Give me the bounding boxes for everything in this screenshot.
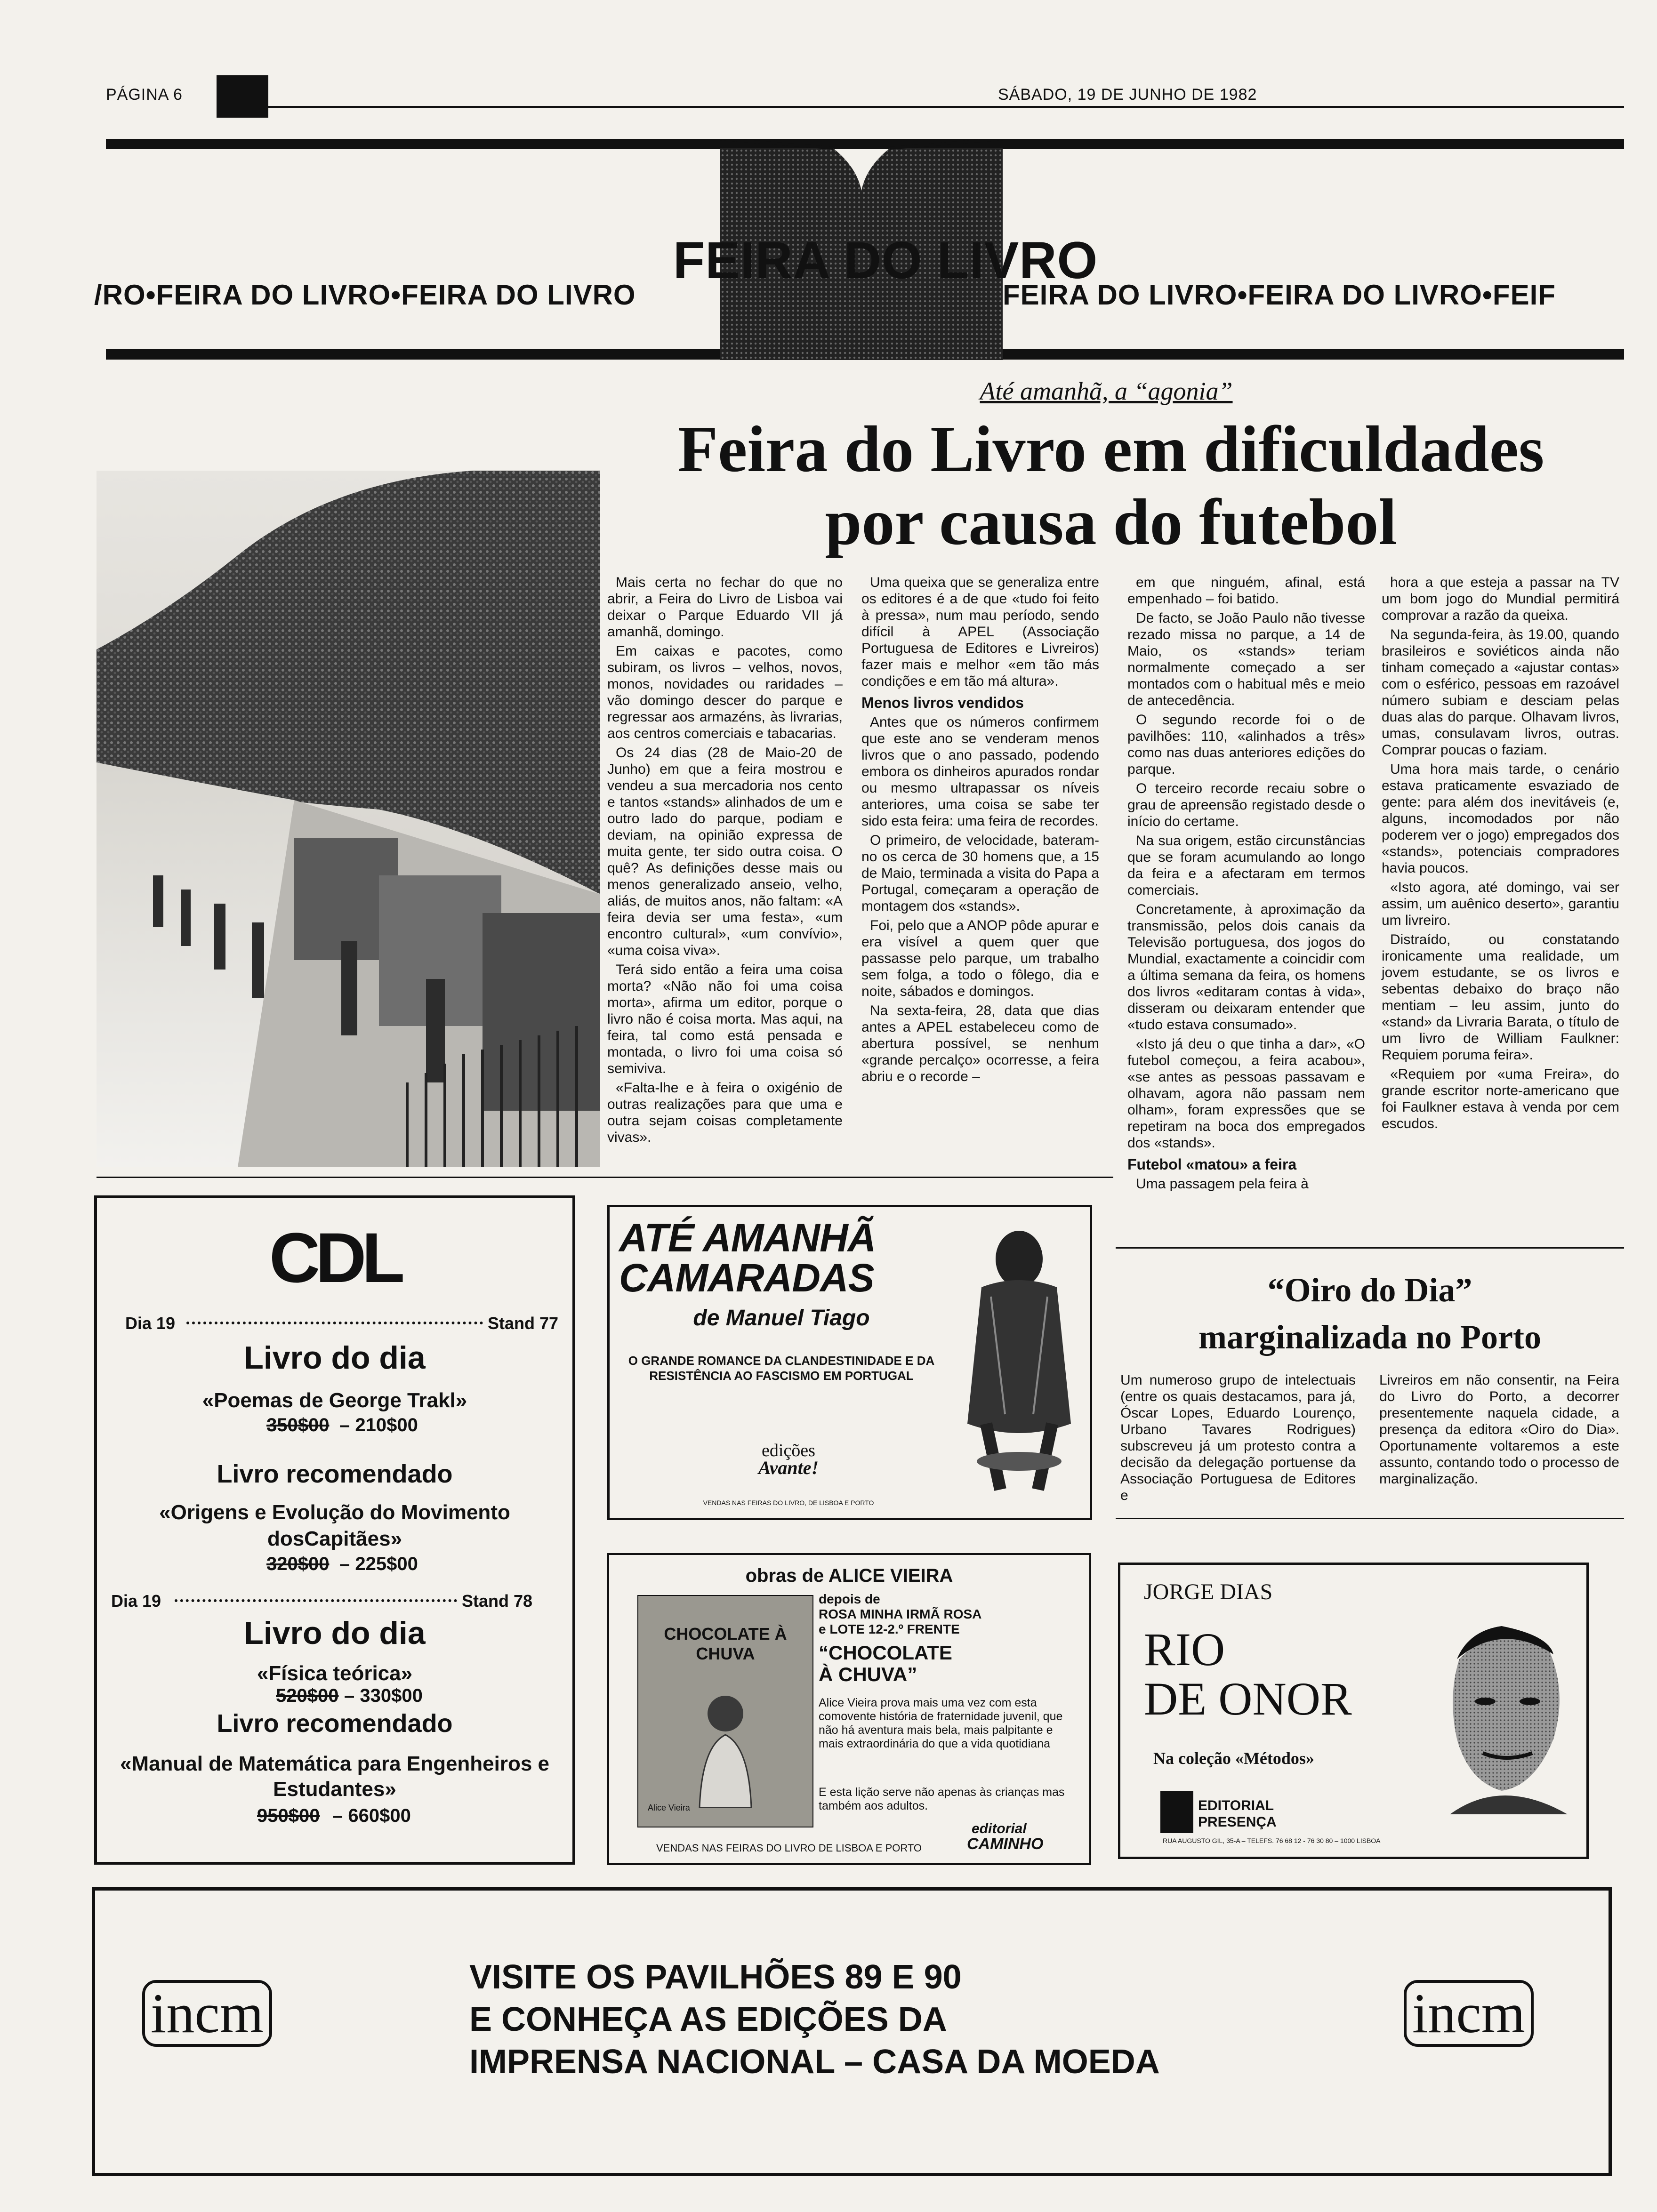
article-column-3: [1127, 574, 1365, 1195]
caminho-publisher-1: editorial: [972, 1821, 1027, 1836]
caminho-footer: VENDAS NAS FEIRAS DO LIVRO DE LISBOA E PORTO: [656, 1842, 922, 1854]
cdl-new-price2-1: – 225$00: [339, 1554, 418, 1574]
avante-publisher-2: Avante!: [758, 1457, 819, 1478]
article-column-4: [1382, 574, 1619, 1135]
newspaper-logo: [217, 75, 268, 118]
presenca-publisher-1: EDITORIAL: [1198, 1798, 1274, 1813]
incm-logo-right: incm: [1404, 1980, 1534, 2047]
caminho-publisher-2: CAMINHO: [967, 1835, 1044, 1853]
incm-logo-left: incm: [142, 1980, 272, 2047]
caminho-ad: [607, 1553, 1091, 1865]
oiro-top-rule: [1116, 1247, 1624, 1249]
caminho-desc-1: Alice Vieira prova mais uma vez com esta comovente história de fraternidade juvenil, que não há aventura mais bela, mais palpitante e mais extraordinária do que a vida quotidiana: [819, 1696, 1063, 1750]
caminho-cover-author: Alice Vieira: [648, 1803, 690, 1812]
article-paragraph: De facto, se João Paulo não tivesse rezado missa no parque, a 14 de Maio, os «stands» teriam normalmente começado a ser montados com o habitual mês e meio de antecedência.: [1127, 610, 1365, 708]
page-date: SÁBADO, 19 DE JUNHO DE 1982: [998, 86, 1257, 104]
cdl-new-price1-1: – 210$00: [339, 1415, 418, 1435]
presenca-author: JORGE DIAS: [1144, 1579, 1273, 1604]
article-paragraph: Terá sido então a feira uma coisa morta? «Não não foi uma coisa morta», afirma um editor, porque o livro não é coisa morta. Mas aqui, na feira, tal como está pensada e montada, o livro foi uma coisa só semiviva.: [607, 962, 843, 1076]
cdl-old-price1-1: 350$00: [266, 1415, 330, 1435]
header-rule: [268, 106, 1624, 108]
presenca-ad: [1118, 1563, 1589, 1859]
article-column-2: [861, 574, 1099, 1088]
presenca-publisher-2: PRESENÇA: [1198, 1814, 1277, 1830]
article-subheading: Menos livros vendidos: [861, 694, 1024, 711]
article-paragraph: Na segunda-feira, às 19.00, quando brasileiros e soviéticos ainda não tinham começado a «ajustar contas» com o esférico, pessoas em razoável número subiam e desciam pelas duas alas do parque. Olhavam livros, umas, consulavam livros, outras. Comprar poucas o faziam.: [1382, 627, 1619, 758]
cdl-old-price2-2: 950$00: [257, 1805, 320, 1826]
article-column-1: [607, 574, 843, 1148]
caminho-heading: obras de ALICE VIEIRA: [745, 1565, 953, 1586]
cdl-book2-2: «Manual de Matemática para Engenheiros e Estudantes»: [120, 1752, 550, 1801]
avante-publisher-1: edições: [762, 1441, 815, 1460]
article-paragraph: «Falta-lhe e à feira o oxigénio de outras realizações para que uma e outra sejam coisas completamente vivas».: [607, 1080, 843, 1145]
oiro-column-1: Um numeroso grupo de intelectuais (entre os quais destacamos, para já, Óscar Lopes, Eduardo Lourenço, Urbano Tavares Rodrigues) subscreveu já um protesto contra a decisão da delegação portuense da Associação Portuguesa de Editores e: [1120, 1372, 1356, 1503]
article-paragraph: «Isto agora, até domingo, vai ser assim, um auênico deserto», garantiu um livreiro.: [1382, 880, 1619, 928]
cdl-old-price1-2: 520$00: [276, 1685, 339, 1706]
article-paragraph: «Requiem por «uma Freira», do grande escritor norte-americano que foi Faulkner estava à venda por cem escudos.: [1382, 1066, 1619, 1131]
article-paragraph: O primeiro, de velocidade, bateram-no os cerca de 30 homens que, a 15 de Maio, terminada a visita do Papa a Portugal, começaram a operação de montagem dos «stands».: [861, 833, 1099, 914]
oiro-column-2: Livreiros em não consentir, na Feira do Livro do Porto, a decorrer presentemente naquela cidade, a presença da editora «Oiro do Dia». Oportunamente voltaremos a este assunto, contando todo o processo de marginalização.: [1379, 1372, 1619, 1487]
article-paragraph: Distraído, ou constatando ironicamente uma realidade, um jovem estudante, se os livros e sebentas debaixo do braço não mentiam – leu assim, junto do «stand» da Livraria Barata, o título de um livro de William Faulkner: Requiem poruma feira».: [1382, 932, 1619, 1063]
article-kicker: Até amanhã, a “agonia”: [980, 377, 1233, 405]
article-paragraph: Concretamente, à aproximação da transmissão, pelos dois canais da Televisão portuguesa, dos jogos do Mundial, exactamente a coincidir com a última semana da feira, os homens dos livros «editaram contas à vida», disseram ou deixaram entender que «tudo estava consumado».: [1127, 902, 1365, 1033]
presenca-address: RUA AUGUSTO GIL, 35-A – TELEFS. 76 68 12 - 76 30 80 – 1000 LISBOA: [1163, 1837, 1381, 1844]
presenca-author-portrait: [1431, 1617, 1577, 1814]
oiro-bottom-rule: [1116, 1518, 1624, 1519]
banner-right-text: FEIRA DO LIVRO•FEIRA DO LIVRO•FEIF: [1003, 279, 1556, 311]
cdl-livro-do-dia-2: Livro do dia: [244, 1615, 426, 1651]
article-paragraph: Uma queixa que se generaliza entre os editores é a de que «tudo foi feito à pressa», num mau período, sendo difícil à APEL (Associação Portuguesa de Editores e Livreiros) fazer mais e melhor «em tão más condições e em tão má altura».: [861, 575, 1099, 689]
oiro-title-2: marginalizada no Porto: [1199, 1318, 1541, 1356]
cdl-stand-1: Stand 77: [488, 1314, 559, 1333]
article-headline-line1: Feira do Livro em dificuldades: [677, 413, 1544, 486]
article-paragraph: Em caixas e pacotes, como subiram, os livros – velhos, novos, monos, novidades ou raridades – vão domingo descer do parque e regressar aos armazéns, às livrarias, aos centros comerciais e tabacarias.: [607, 643, 843, 741]
cdl-book2-1: «Origens e Evolução do Movimento dosCapitães»: [159, 1501, 510, 1550]
avante-author: de Manuel Tiago: [693, 1306, 870, 1330]
caminho-cover-illustration: [690, 1690, 761, 1808]
presenca-logo-icon: [1160, 1791, 1193, 1833]
incm-line-3: IMPRENSA NACIONAL – CASA DA MOEDA: [469, 2043, 1160, 2081]
cdl-stand-2: Stand 78: [462, 1591, 533, 1611]
cdl-ad: [94, 1195, 575, 1865]
cdl-dia-2: Dia 19: [111, 1591, 161, 1611]
avante-title-2: CAMARADAS: [619, 1256, 874, 1300]
cdl-dots-2: [175, 1599, 457, 1602]
caminho-prev-2: e LOTE 12-2.º FRENTE: [819, 1622, 960, 1636]
article-paragraph: em que ninguém, afinal, está empenhado – foi batido.: [1127, 575, 1365, 607]
incm-line-2: E CONHEÇA AS EDIÇÕES DA: [469, 2001, 947, 2038]
article-photo: [97, 471, 600, 1167]
avante-desc: O GRANDE ROMANCE DA CLANDESTINIDADE E DA RESISTÊNCIA AO FASCISMO EM PORTUGAL: [628, 1354, 935, 1383]
article-paragraph: Na sexta-feira, 28, data que dias antes a APEL estabeleceu como de abertura possível, se nenhum «grande percalço» ocorresse, a feira abriu e o recorde –: [861, 1003, 1099, 1084]
avante-footer: VENDAS NAS FEIRAS DO LIVRO, DE LISBOA E PORTO: [703, 1499, 874, 1507]
caminho-depois: depois de: [819, 1592, 880, 1606]
article-paragraph: Uma hora mais tarde, o cenário estava praticamente esvaziado de gente: para além dos inevitáveis (e, alguns, incomodados por não poderem ver o jogo) empregados dos «stands», potenciais compradores havia poucos.: [1382, 761, 1619, 876]
cdl-book1-2: «Física teórica»: [257, 1662, 413, 1685]
article-paragraph: Antes que os números confirmem que este ano se venderam menos livros que o ano passado, podendo embora os dinheiros apurados rondar ou mesmo ultrapassar os níveis anteriores, uma coisa se sabe ter sido esta feira: uma feira de recordes.: [861, 714, 1099, 829]
article-paragraph: Uma passagem pela feira à: [1136, 1176, 1309, 1192]
article-paragraph: O segundo recorde foi o de pavilhões: 110, «alinhados a três» como nas duas anteriores edições do parque.: [1127, 712, 1365, 777]
avante-figure-illustration: [958, 1226, 1080, 1504]
article-paragraph: «Isto já deu o que tinha a dar», «O futebol começou, a feira acabou», «se antes as pessoas passavam e olhavam, agora não passam nem olham», foram expressões que se repetiram na boca dos empregados dos «stands».: [1127, 1036, 1365, 1151]
presenca-title-2: DE ONOR: [1144, 1673, 1352, 1725]
article-paragraph: Mais certa no fechar do que no abrir, a Feira do Livro de Lisboa vai deixar o Parque Eduardo VII já amanhã, domingo.: [607, 575, 843, 640]
avante-ad: [607, 1205, 1092, 1520]
presenca-collection: Na coleção «Métodos»: [1153, 1749, 1314, 1768]
cdl-recomendado-2: Livro recomendado: [217, 1709, 453, 1738]
article-paragraph: hora a que esteja a passar na TV um bom jogo do Mundial permitirá comprovar a razão da queixa.: [1382, 575, 1619, 623]
caminho-prev-1: ROSA MINHA IRMÃ ROSA: [819, 1607, 982, 1621]
cdl-logo: CDL: [269, 1218, 401, 1297]
cdl-dots-1: [186, 1322, 483, 1324]
cdl-livro-do-dia-1: Livro do dia: [244, 1340, 426, 1376]
avante-title-1: ATÉ AMANHÃ: [619, 1216, 876, 1260]
article-paragraph: O terceiro recorde recaiu sobre o grau de apreensão registado desde o início do certame.: [1127, 781, 1365, 829]
cdl-book1-1: «Poemas de George Trakl»: [202, 1389, 467, 1412]
article-bottom-rule: [97, 1177, 1113, 1178]
article-headline-line2: por causa do futebol: [825, 486, 1397, 559]
caminho-cover: [637, 1595, 813, 1827]
page-number: PÁGINA 6: [106, 86, 183, 104]
banner-book-graphic: [673, 139, 1098, 360]
oiro-title-1: “Oiro do Dia”: [1267, 1271, 1472, 1309]
cdl-new-price1-2: – 330$00: [344, 1685, 423, 1706]
presenca-title-1: RIO: [1144, 1623, 1225, 1675]
cdl-dia-1: Dia 19: [125, 1314, 176, 1333]
article-subheading: Futebol «matou» a feira: [1127, 1156, 1297, 1173]
cdl-new-price2-2: – 660$00: [332, 1805, 411, 1826]
incm-ad: [92, 1887, 1612, 2176]
caminho-desc-2: E esta lição serve não apenas às crianças mas também aos adultos.: [819, 1786, 1065, 1812]
incm-line-1: VISITE OS PAVILHÕES 89 E 90: [469, 1958, 962, 1996]
cdl-old-price2-1: 320$00: [266, 1554, 330, 1574]
article-paragraph: Foi, pelo que a ANOP pôde apurar e era visível a quem quer que passasse pelo parque, um trabalho sem folga, a todo o fôlego, dia e noite, sábados e domingos.: [861, 918, 1099, 999]
banner-title: FEIRA DO LIVRO: [673, 232, 1098, 289]
article-paragraph: Na sua origem, estão circunstâncias que se foram acumulando ao longo da feira e a afectaram em termos comerciais.: [1127, 833, 1365, 898]
cdl-recomendado-1: Livro recomendado: [217, 1460, 453, 1488]
caminho-title: “CHOCOLATE À CHUVA”: [819, 1642, 952, 1685]
article-paragraph: Os 24 dias (28 de Maio-20 de Junho) em que a feira mostrou e vendeu a sua mercadoria nos cento e tantos «stands» alinhados de um e outro lado do parque, podiam e deviam, na opinião expressa de muita gente, ter sido outra coisa. O quê? As definições desse mais ou menos generalizado anseio, velho, aliás, de muitos anos, não faltam: «A feira devia ser uma festa», «um encontro cultural», «um convívio», «uma coisa viva».: [607, 745, 843, 958]
caminho-cover-title: CHOCOLATE À CHUVA: [664, 1624, 787, 1663]
banner-left-text: /RO•FEIRA DO LIVRO•FEIRA DO LIVRO: [94, 279, 636, 311]
